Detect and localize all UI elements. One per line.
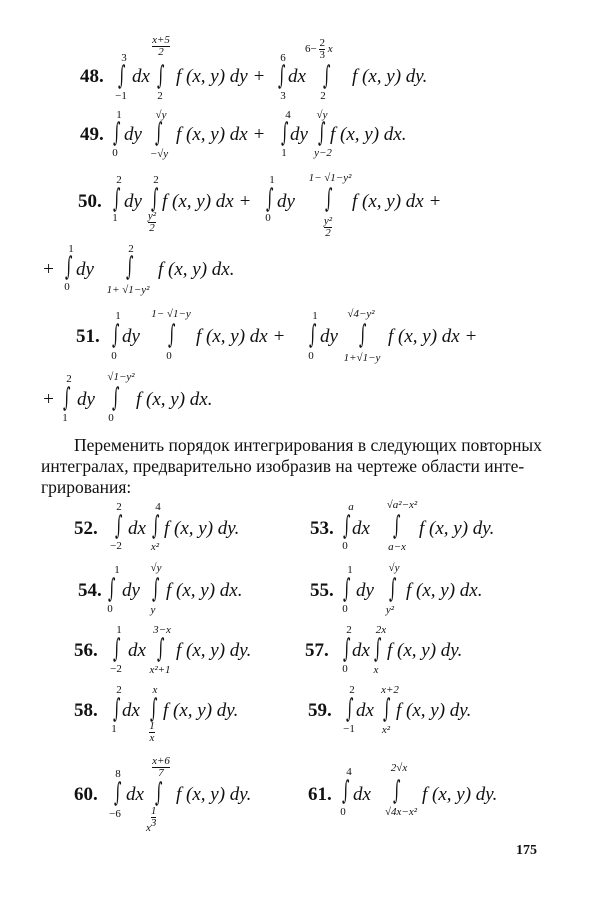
integral-sign: ∫: [112, 383, 120, 413]
integral-sign: ∫: [113, 694, 121, 724]
lower-limit: a−x: [388, 541, 406, 553]
integral-sign: ∫: [389, 574, 397, 604]
upper-limit: 1: [114, 564, 120, 576]
upper-limit-fraction: $\frac{x+6}{7}$: [152, 755, 170, 779]
integrand: f (x, y) dx +: [162, 191, 252, 212]
upper-limit-fraction: $\frac{x+5}{2}$: [152, 34, 170, 58]
integral-sign: ∫: [318, 118, 326, 148]
integral-sign: ∫: [309, 320, 317, 350]
integrand: f (x, y) dx.: [330, 124, 407, 145]
upper-limit: 2x: [375, 624, 387, 636]
upper-limit: 1: [116, 624, 122, 636]
upper-limit: √y: [388, 562, 400, 574]
lower-limit: x²: [150, 541, 160, 553]
integral-sign: ∫: [393, 776, 401, 806]
integral-sign: ∫: [157, 61, 165, 91]
integrand: f (x, y) dy.: [352, 66, 428, 87]
integral-sign: ∫: [374, 634, 382, 664]
upper-limit: 1− √1−y²: [308, 172, 352, 184]
lower-limit: −1: [343, 723, 355, 735]
lower-limit: −6: [109, 808, 121, 820]
integral-sign: ∫: [118, 61, 126, 91]
problem-number: 55.: [310, 580, 334, 601]
upper-limit: 3: [121, 52, 127, 64]
differential: dy: [124, 191, 142, 212]
upper-limit: √4−y²: [347, 308, 375, 320]
upper-limit: 1− √1−y: [151, 308, 191, 320]
integral-sign: ∫: [281, 118, 289, 148]
upper-limit: 1: [116, 109, 122, 121]
upper-limit: 2: [346, 624, 352, 636]
plus-sign: +: [42, 389, 55, 410]
differential: dx: [122, 700, 140, 721]
integral-sign: ∫: [157, 634, 165, 664]
integral-sign: ∫: [346, 694, 354, 724]
lower-limit-power: x $\frac{1}{3}$: [146, 805, 157, 834]
upper-limit: 2: [116, 684, 122, 696]
differential: dy: [124, 124, 142, 145]
lower-limit: 0: [107, 603, 113, 615]
integral-sign: ∫: [323, 61, 331, 91]
differential: dx: [132, 66, 150, 87]
instruction-line-3: грирования:: [41, 477, 132, 497]
integrand: f (x, y) dx +: [388, 326, 478, 347]
integral-sign: ∫: [393, 511, 401, 541]
lower-limit: 0: [64, 281, 70, 293]
integrand: f (x, y) dy.: [419, 518, 495, 539]
integral-sign: ∫: [152, 511, 160, 541]
lower-limit: 0: [265, 212, 271, 224]
upper-limit: x: [152, 684, 158, 696]
lower-limit-fraction: $\frac{\text{y²}}{2}$: [147, 210, 157, 234]
upper-limit: 1: [115, 310, 121, 322]
integrand: f (x, y) dx.: [406, 580, 483, 601]
integral-sign: ∫: [108, 574, 116, 604]
lower-limit: x: [373, 664, 379, 676]
lower-limit: 1+√1−y: [343, 352, 381, 364]
integral-sign: ∫: [112, 320, 120, 350]
instruction-line-1: Переменить порядок интегрирования в следующих повторных: [74, 435, 542, 455]
problem-number: 53.: [310, 518, 334, 539]
differential: dx: [352, 518, 370, 539]
lower-limit: 1: [111, 723, 117, 735]
instruction-line-2: интегралах, предварительно изобразив на чертеже области инте-: [41, 456, 525, 476]
lower-limit-fraction: $\frac{\text{y²}}{2}$: [323, 215, 333, 239]
integral-sign: ∫: [63, 383, 71, 413]
lower-limit: 1: [62, 412, 68, 424]
differential: dy: [356, 580, 374, 601]
upper-limit: 2: [153, 174, 159, 186]
upper-limit: √y: [316, 109, 328, 121]
differential: dy: [77, 389, 95, 410]
lower-limit: 0: [166, 350, 172, 362]
lower-limit: 2: [157, 90, 163, 102]
integral-sign: ∫: [155, 778, 163, 808]
lower-limit: 0: [308, 350, 314, 362]
lower-limit: 0: [342, 663, 348, 675]
integral-sign: ∫: [343, 634, 351, 664]
lower-limit: √4x−x²: [384, 806, 418, 818]
integral-sign: ∫: [152, 574, 160, 604]
integral-sign: ∫: [343, 574, 351, 604]
problem-number: 58.: [74, 700, 98, 721]
lower-limit: −2: [110, 540, 122, 552]
lower-limit: 0: [340, 806, 346, 818]
integrand: f (x, y) dx +: [352, 191, 442, 212]
lower-limit: −2: [110, 663, 122, 675]
integral-sign: ∫: [325, 184, 333, 214]
lower-limit: 1: [281, 147, 287, 159]
problem-number: 49.: [80, 124, 104, 145]
lower-limit: 0: [342, 603, 348, 615]
differential: dx: [356, 700, 374, 721]
problem-number: 50.: [78, 191, 102, 212]
integrand: f (x, y) dy.: [396, 700, 472, 721]
differential: dy: [122, 580, 140, 601]
upper-limit: 6: [280, 52, 286, 64]
lower-limit: 0: [108, 412, 114, 424]
integral-sign: ∫: [168, 320, 176, 350]
integrand: f (x, y) dy.: [163, 700, 239, 721]
problem-number: 51.: [76, 326, 100, 347]
integrand: f (x, y) dy.: [387, 640, 463, 661]
problem-number: 48.: [80, 66, 104, 87]
differential: dy: [122, 326, 140, 347]
integrand: f (x, y) dy.: [422, 784, 498, 805]
lower-limit: y−2: [314, 147, 332, 159]
integrand: f (x, y) dx +: [176, 124, 266, 145]
integral-sign: ∫: [115, 511, 123, 541]
upper-limit: 2: [116, 501, 122, 513]
differential: dy: [320, 326, 338, 347]
upper-limit: 4: [285, 109, 291, 121]
integral-sign: ∫: [113, 184, 121, 214]
differential: dx: [128, 640, 146, 661]
integral-sign: ∫: [155, 118, 163, 148]
page-number: 175: [516, 843, 537, 858]
upper-limit-expression: 6− $\frac{2}{3}$ x: [305, 37, 333, 61]
integrand: f (x, y) dy.: [176, 784, 252, 805]
upper-limit: x+2: [381, 684, 399, 696]
upper-limit: a: [348, 501, 354, 513]
upper-limit: 3−x: [153, 624, 171, 636]
upper-limit: 8: [115, 768, 121, 780]
lower-limit: y: [150, 604, 156, 616]
upper-limit: 1: [312, 310, 318, 322]
upper-limit: 2: [116, 174, 122, 186]
integral-sign: ∫: [65, 252, 73, 282]
integral-sign: ∫: [359, 320, 367, 350]
problem-number: 56.: [74, 640, 98, 661]
integral-sign: ∫: [151, 184, 159, 214]
integrand: f (x, y) dy.: [164, 518, 240, 539]
integrand: f (x, y) dx +: [196, 326, 286, 347]
upper-limit: 2√x: [390, 762, 408, 774]
integral-sign: ∫: [383, 694, 391, 724]
integrand: f (x, y) dy.: [176, 640, 252, 661]
integral-sign: ∫: [114, 778, 122, 808]
integrand: f (x, y) dx.: [158, 259, 235, 280]
integrand: f (x, y) dx.: [166, 580, 243, 601]
lower-limit: −1: [115, 90, 127, 102]
lower-limit: 0: [111, 350, 117, 362]
problem-number: 52.: [74, 518, 98, 539]
differential: dy: [290, 124, 308, 145]
integral-sign: ∫: [343, 511, 351, 541]
upper-limit: 2: [349, 684, 355, 696]
lower-limit: 0: [112, 147, 118, 159]
upper-limit: 4: [155, 501, 161, 513]
integral-sign: ∫: [278, 61, 286, 91]
upper-limit: 2: [66, 373, 72, 385]
upper-limit: 1: [347, 564, 353, 576]
lower-limit: −√y: [149, 148, 169, 160]
lower-limit: 0: [342, 540, 348, 552]
upper-limit: √y: [155, 109, 167, 121]
differential: dx: [288, 66, 306, 87]
upper-limit: 4: [346, 766, 352, 778]
integral-sign: ∫: [113, 634, 121, 664]
differential: dy: [277, 191, 295, 212]
differential: dx: [128, 518, 146, 539]
integral-sign: ∫: [150, 694, 158, 724]
problem-number: 54.: [78, 580, 102, 601]
lower-limit: x²+1: [149, 664, 171, 676]
upper-limit: 1: [68, 243, 74, 255]
lower-limit: 3: [280, 90, 286, 102]
integral-sign: ∫: [113, 118, 121, 148]
problem-number: 57.: [305, 640, 329, 661]
plus-sign: +: [42, 259, 55, 280]
differential: dx: [353, 784, 371, 805]
lower-limit: 1: [112, 212, 118, 224]
problem-number: 59.: [308, 700, 332, 721]
lower-limit-fraction: $\frac{1}{x}$: [149, 720, 155, 744]
differential: dx: [352, 640, 370, 661]
lower-limit: 1+ √1−y²: [106, 284, 150, 296]
integrand: f (x, y) dy +: [176, 66, 266, 87]
differential: dx: [126, 784, 144, 805]
lower-limit: y²: [385, 604, 395, 616]
problem-number: 60.: [74, 784, 98, 805]
differential: dy: [76, 259, 94, 280]
lower-limit: x²: [381, 724, 391, 736]
integrand: f (x, y) dx.: [136, 389, 213, 410]
upper-limit: 1: [269, 174, 275, 186]
integral-sign: ∫: [126, 252, 134, 282]
problem-number: 61.: [308, 784, 332, 805]
integral-sign: ∫: [266, 184, 274, 214]
upper-limit: √a²−x²: [386, 499, 418, 511]
upper-limit: √y: [150, 562, 162, 574]
integral-sign: ∫: [342, 776, 350, 806]
upper-limit: 2: [128, 243, 134, 255]
lower-limit: 2: [320, 90, 326, 102]
upper-limit: √1−y²: [107, 371, 135, 383]
